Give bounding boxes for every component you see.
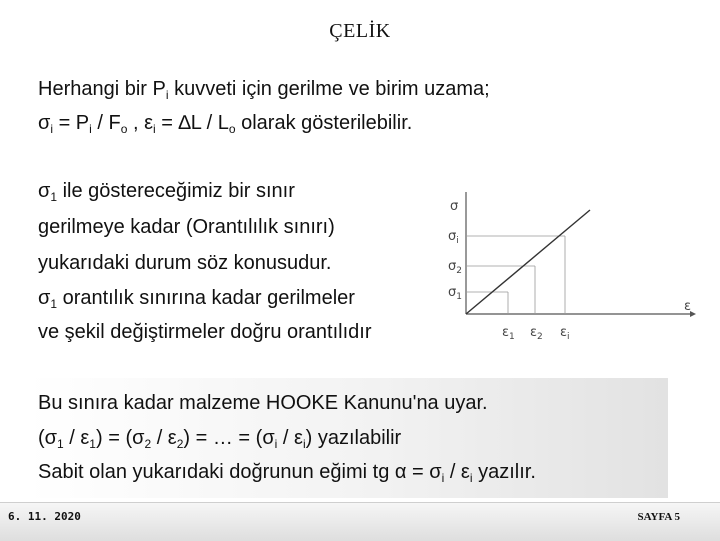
x-tick-2: $\varepsilon_2$ (530, 325, 543, 342)
p3l2-d: / ε (151, 427, 177, 449)
p3l2-s5: i (274, 437, 278, 451)
p3l2-g: ) yazılabilir (305, 427, 402, 449)
y-tick-i: $\sigma_i$ (448, 229, 459, 246)
para1-text-e: olarak gösterilebilir. (235, 112, 413, 134)
p3l3-s1: i (441, 471, 445, 485)
para2-sub1: 1 (50, 190, 58, 204)
x-tick-1: $\varepsilon_1$ (502, 325, 515, 342)
para1-text-d: = ∆L / L (155, 112, 229, 134)
p3l2-e: ) = … = (σ (183, 427, 275, 449)
x-axis-label: ε (684, 299, 692, 314)
stress-strain-diagram (438, 188, 700, 348)
para1-line1-sub: i (165, 88, 169, 102)
para1-text-c: , ε (127, 112, 153, 134)
para2-line2: gerilmeye kadar (Orantılılık sınırı) (38, 216, 335, 238)
para1-text-b: / F (91, 112, 121, 134)
p3l2-s6: i (302, 437, 306, 451)
y-axis-label: σ (450, 199, 459, 214)
p3l2-f: / ε (277, 427, 303, 449)
p3l3-s2: i (469, 471, 473, 485)
para2-line3: yukarıdaki durum söz konusudur. (38, 252, 332, 274)
p3l3-b: / ε (444, 461, 470, 483)
y-tick-2: $\sigma_2$ (448, 259, 462, 276)
footer-bar (0, 502, 720, 541)
p3l3-c: yazılır. (472, 461, 536, 483)
x-tick-i: $\varepsilon_i$ (560, 325, 570, 342)
y-tick-1: $\sigma_1$ (448, 285, 462, 302)
para1-sigma: σ (38, 112, 51, 134)
para1-sub5: o (228, 122, 236, 136)
para2-line5: ve şekil değiştirmeler doğru orantılıdır (38, 321, 372, 343)
footer-page-number: SAYFA 5 (637, 511, 680, 523)
para1-sub1: i (50, 122, 54, 136)
para2-line4 (38, 287, 355, 311)
para1-line2 (38, 112, 412, 136)
para1-sub4: i (153, 122, 156, 136)
p3l2-c: ) = (σ (95, 427, 145, 449)
para1-line1-text-b: kuvveti için gerilme ve birim uzama; (168, 78, 490, 100)
p3l2-s2: 1 (89, 437, 96, 451)
para1-line1 (38, 78, 490, 102)
p3l2-s4: 2 (176, 437, 184, 451)
slide-title: ÇELİK (329, 20, 391, 42)
para2-sigma1: σ (38, 180, 51, 202)
p3l2-a: (σ (38, 427, 58, 449)
para1-text-a: = P (53, 112, 90, 134)
para1-sub2: i (89, 122, 92, 136)
para2-sigma4: σ (38, 287, 51, 309)
para2-sub4: 1 (50, 297, 58, 311)
para2-line1 (38, 180, 295, 204)
p3l3-a: Sabit olan yukarıdaki doğrunun eğimi tg α = σ (38, 461, 442, 483)
p3l2-s3: 2 (144, 437, 152, 451)
para1-sub3: o (120, 122, 128, 136)
para3-line2 (38, 427, 401, 451)
footer-date: 6. 11. 2020 (8, 510, 81, 523)
para3-line3 (38, 461, 536, 485)
para2-line1-text: ile göstereceğimiz bir sınır (57, 180, 295, 202)
p3l2-b: / ε (63, 427, 90, 449)
p3l2-s1: 1 (57, 437, 64, 451)
proportional-line (466, 210, 590, 314)
para2-line4-text: orantılık sınırına kadar gerilmeler (57, 287, 355, 309)
para1-line1-text-a: Herhangi bir P (38, 78, 166, 100)
para3-line1: Bu sınıra kadar malzeme HOOKE Kanunu'na uyar. (38, 392, 488, 414)
